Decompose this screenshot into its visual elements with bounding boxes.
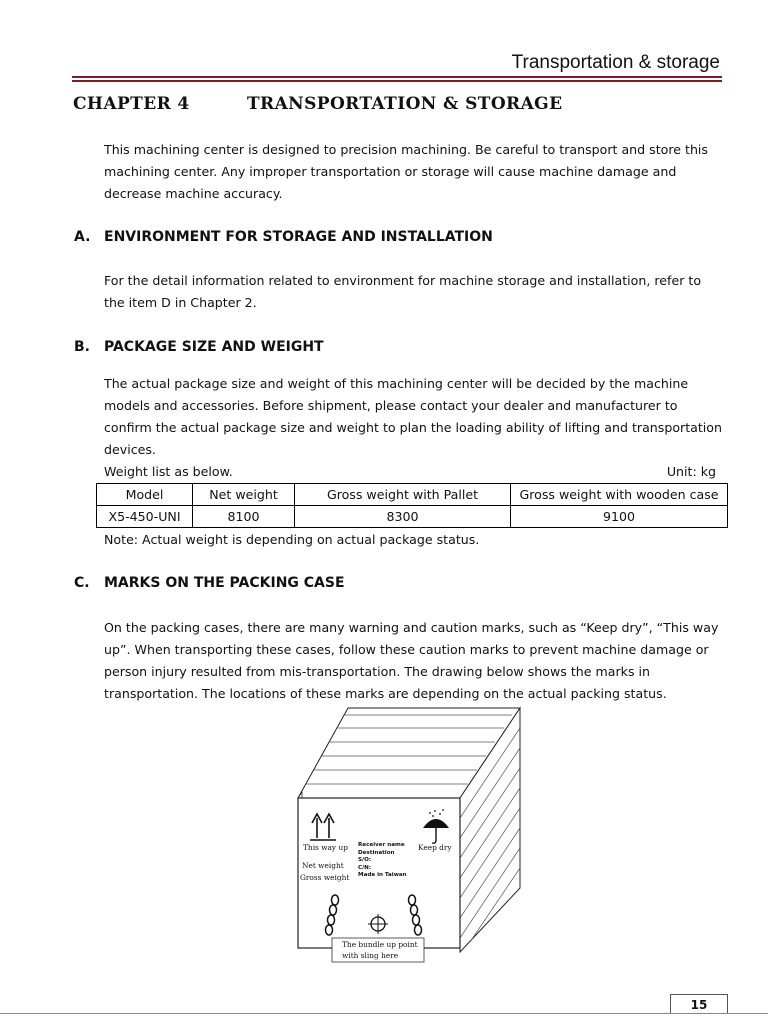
chapter-number: CHAPTER 4 (73, 94, 190, 114)
bundle-point-label-line1: The bundle up point (342, 940, 418, 949)
section-title: MARKS ON THE PACKING CASE (104, 575, 345, 591)
table-header-cell: Gross weight with Pallet (295, 484, 511, 506)
page-number: 15 (670, 994, 728, 1014)
gross-weight-label: Gross weight (300, 873, 350, 882)
section-a-heading (74, 229, 493, 245)
receiver-line: C/N: (358, 864, 372, 871)
receiver-line: Receiver name (358, 842, 405, 848)
table-cell: 9100 (511, 506, 728, 528)
section-a-body: For the detail information related to environment for machine storage and installation, refer to the item D in Chapter 2. (104, 273, 702, 310)
running-header: Transportation & storage (511, 52, 720, 73)
weight-note: Note: Actual weight is depending on actual package status. (104, 532, 480, 547)
receiver-line: Destination (358, 849, 395, 856)
net-weight-label: Net weight (302, 861, 344, 870)
keep-dry-label: Keep dry (418, 843, 452, 852)
table-cell: 8100 (193, 506, 295, 528)
section-letter: C. (74, 575, 90, 591)
section-title: ENVIRONMENT FOR STORAGE AND INSTALLATION (104, 229, 493, 245)
table-cell: X5-450-UNI (97, 506, 193, 528)
packing-case-drawing (290, 702, 530, 972)
section-letter: B. (74, 339, 90, 355)
section-letter: A. (74, 229, 91, 245)
receiver-line: Made in Taiwan (358, 872, 407, 878)
receiver-info (358, 842, 407, 880)
section-c-body: On the packing cases, there are many warning and caution marks, such as “Keep dry”, “This way up”. When transporting these cases, follow these caution marks to prevent machine damage or person injury resulted from mis-transportation. The drawing below shows the marks in transportation. The locations of these marks are depending on the actual packing status. (104, 620, 719, 701)
weight-unit: Unit: kg (666, 464, 716, 479)
receiver-line: S/O: (358, 857, 372, 863)
section-c-heading (74, 575, 345, 591)
table-header-row (97, 484, 728, 506)
weight-caption-text: Weight list as below. (104, 464, 233, 479)
header-rule (72, 76, 722, 78)
footer-rule (0, 1013, 768, 1014)
intro-paragraph: This machining center is designed to precision machining. Be careful to transport and store this machining center. Any improper transportation or storage will cause machine damage and decrease machine accuracy. (104, 142, 708, 201)
weight-table (96, 483, 728, 528)
table-cell: 8300 (295, 506, 511, 528)
section-b-body: The actual package size and weight of this machining center will be decided by the machine models and accessories. Before shipment, please contact your dealer and manufacturer to confirm the actual package size and weight to plan the loading ability of lifting and transportation devices. (104, 376, 722, 457)
chapter-title: TRANSPORTATION & STORAGE (247, 94, 563, 114)
section-title: PACKAGE SIZE AND WEIGHT (104, 339, 324, 355)
table-header-cell: Net weight (193, 484, 295, 506)
header-rule (72, 80, 722, 82)
weight-list-caption (104, 461, 716, 483)
bundle-point-label-line2: with sling here (342, 951, 399, 960)
table-header-cell: Model (97, 484, 193, 506)
packing-case-illustration (290, 702, 530, 972)
section-b-heading (74, 339, 324, 355)
table-row (97, 506, 728, 528)
this-way-up-label: This way up (303, 843, 348, 852)
chapter-heading (73, 94, 563, 114)
table-header-cell: Gross weight with wooden case (511, 484, 728, 506)
